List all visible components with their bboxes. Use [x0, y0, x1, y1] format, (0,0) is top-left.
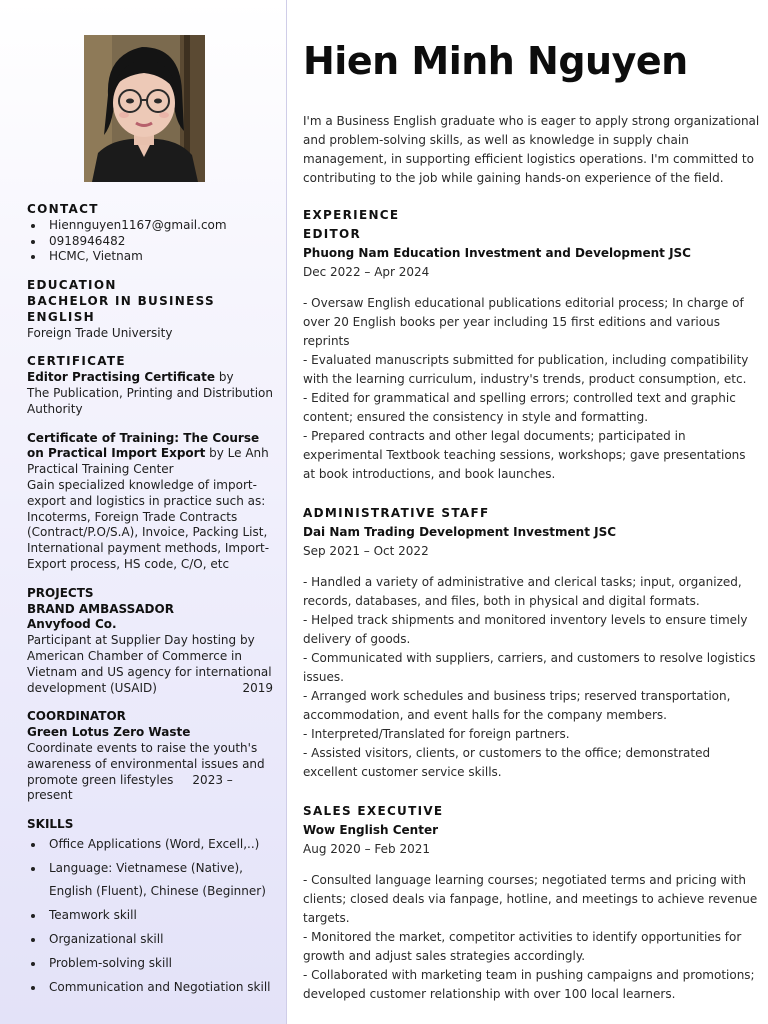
certificate-1-name: Editor Practising Certificate — [27, 370, 216, 385]
certificate-1-org: The Publication, Printing and Distribution Authority — [27, 385, 273, 416]
job-sales-executive — [303, 802, 761, 1004]
job-administrative-staff — [303, 504, 761, 782]
job-bullet: - Oversaw English educational publications editorial process; In charge of over 20 English books per year including 15 first editions and various reprints — [303, 296, 744, 348]
skill-item: Office Applications (Word, Excell,..) — [27, 833, 279, 857]
job-bullet: - Handled a variety of administrative and clerical tasks; input, organized, records, databases, and files, both in physical and digital formats. — [303, 575, 742, 608]
project-2-year: 2023 – present — [27, 772, 233, 803]
project-1-role: BRAND AMBASSADOR — [27, 601, 174, 616]
certificate-2-name: Certificate of Training: The Course on Practical Import Export — [27, 430, 260, 461]
certificate-heading: CERTIFICATE — [27, 354, 126, 369]
job-dates: Sep 2021 – Oct 2022 — [303, 544, 429, 558]
job-bullets — [303, 871, 761, 1004]
skill-item-continued: English (Fluent), Chinese (Beginner) — [49, 884, 266, 899]
skill-item: Teamwork skill — [27, 904, 279, 928]
job-bullet: - Helped track shipments and monitored inventory levels to ensure timely delivery of goods. — [303, 613, 748, 646]
job-bullet: - Collaborated with marketing team in pushing campaigns and promotions; developed customer relationship with over 100 local learners. — [303, 968, 755, 1001]
skills-list — [27, 833, 279, 1000]
job-title: SALES EXECUTIVE — [303, 804, 444, 818]
projects-heading: PROJECTS — [27, 585, 94, 600]
job-bullet: - Evaluated manuscripts submitted for publication, including compatibility with the learning curriculum, industry's trends, product consumption, etc. — [303, 353, 749, 386]
education-heading: EDUCATION — [27, 278, 117, 293]
main-content — [303, 38, 761, 1004]
job-bullet: - Consulted language learning courses; negotiated terms and pricing with clients; closed deals via fanpage, hotline, and meetings to achieve revenue targets. — [303, 873, 758, 925]
education-degree: BACHELOR IN BUSINESS ENGLISH — [27, 293, 215, 324]
contact-phone[interactable]: 0918946482 — [27, 234, 279, 250]
job-editor — [303, 225, 761, 484]
job-bullet: - Monitored the market, competitor activities to identify opportunities for growth and adjust sales strategies accordingly. — [303, 930, 742, 963]
job-title: EDITOR — [303, 227, 362, 241]
job-bullet: - Arranged work schedules and business trips; reserved transportation, accommodation, and event halls for the company members. — [303, 689, 731, 722]
project-2-org: Green Lotus Zero Waste — [27, 725, 191, 740]
job-bullet: - Prepared contracts and other legal documents; participated in experimental Textbook teaching sessions, workshops; gave presentations at book introductions, and book launches. — [303, 429, 746, 481]
skill-item: Organizational skill — [27, 928, 279, 952]
project-1-desc-text: Participant at Supplier Day hosting by American Chamber of Commerce in Vietnam and US agency for international development (USAID) — [27, 633, 272, 695]
sidebar-content — [27, 202, 279, 999]
certificate-2-desc: Gain specialized knowledge of import-export and logistics in practice such as: Incoterms, Foreign Trade Contracts (Contract/P.O/S.A), Invoice, Packing List, International payment methods, Import-Export process, HS code, C/O, etc — [27, 477, 270, 571]
project-2-role: COORDINATOR — [27, 709, 126, 724]
job-bullet: - Assisted visitors, clients, or customers to the office; demonstrated excellent customer service skills. — [303, 746, 711, 779]
job-bullet: - Communicated with suppliers, carriers, and customers to resolve logistics issues. — [303, 651, 756, 684]
project-1-desc — [27, 633, 279, 696]
job-company: Wow English Center — [303, 823, 439, 837]
summary: I'm a Business English graduate who is eager to apply strong organizational and problem-solving skills, as well as knowledge in supply chain management, in supporting efficient logistics operations. I'm committed to contributing to the job while gaining hands-on experience of the field. — [303, 114, 760, 185]
job-bullets — [303, 573, 761, 782]
person-name: Hien Minh Nguyen — [303, 39, 688, 83]
job-dates: Dec 2022 – Apr 2024 — [303, 265, 430, 279]
project-1-org: Anvyfood Co. — [27, 617, 117, 632]
job-title: ADMINISTRATIVE STAFF — [303, 506, 490, 520]
contact-email[interactable]: Hiennguyen1167@gmail.com — [27, 218, 279, 234]
education-school: Foreign Trade University — [27, 325, 173, 340]
job-company: Phuong Nam Education Investment and Development JSC — [303, 246, 691, 260]
skill-item: Problem-solving skill — [27, 952, 279, 976]
skills-heading: SKILLS — [27, 817, 74, 832]
skill-item: Language: Vietnamese (Native), — [27, 857, 279, 881]
certificate-1-by: by — [215, 370, 234, 385]
contact-list — [27, 218, 279, 265]
job-bullets — [303, 294, 761, 484]
certificate-2-by: by Le Anh Practical Training Center — [27, 446, 269, 477]
project-2-desc — [27, 741, 279, 804]
profile-photo — [84, 35, 205, 182]
job-company: Dai Nam Trading Development Investment JSC — [303, 525, 617, 539]
job-dates: Aug 2020 – Feb 2021 — [303, 842, 431, 856]
project-1-year: 2019 — [242, 680, 273, 695]
job-bullet: - Interpreted/Translated for foreign partners. — [303, 727, 570, 741]
certificate-1 — [27, 370, 279, 386]
contact-location: HCMC, Vietnam — [27, 249, 279, 265]
experience-heading: EXPERIENCE — [303, 208, 400, 222]
contact-heading: CONTACT — [27, 202, 99, 216]
sidebar — [0, 0, 287, 1024]
skill-item: Communication and Negotiation skill — [27, 976, 279, 1000]
portrait-image — [84, 35, 205, 182]
certificate-2 — [27, 431, 279, 478]
project-2-desc-text: Coordinate events to raise the youth's awareness of environmental issues and promote green lifestyles — [27, 740, 265, 787]
job-bullet: - Edited for grammatical and spelling errors; controlled text and graphic content; ensured the consistency in style and formatting. — [303, 391, 736, 424]
